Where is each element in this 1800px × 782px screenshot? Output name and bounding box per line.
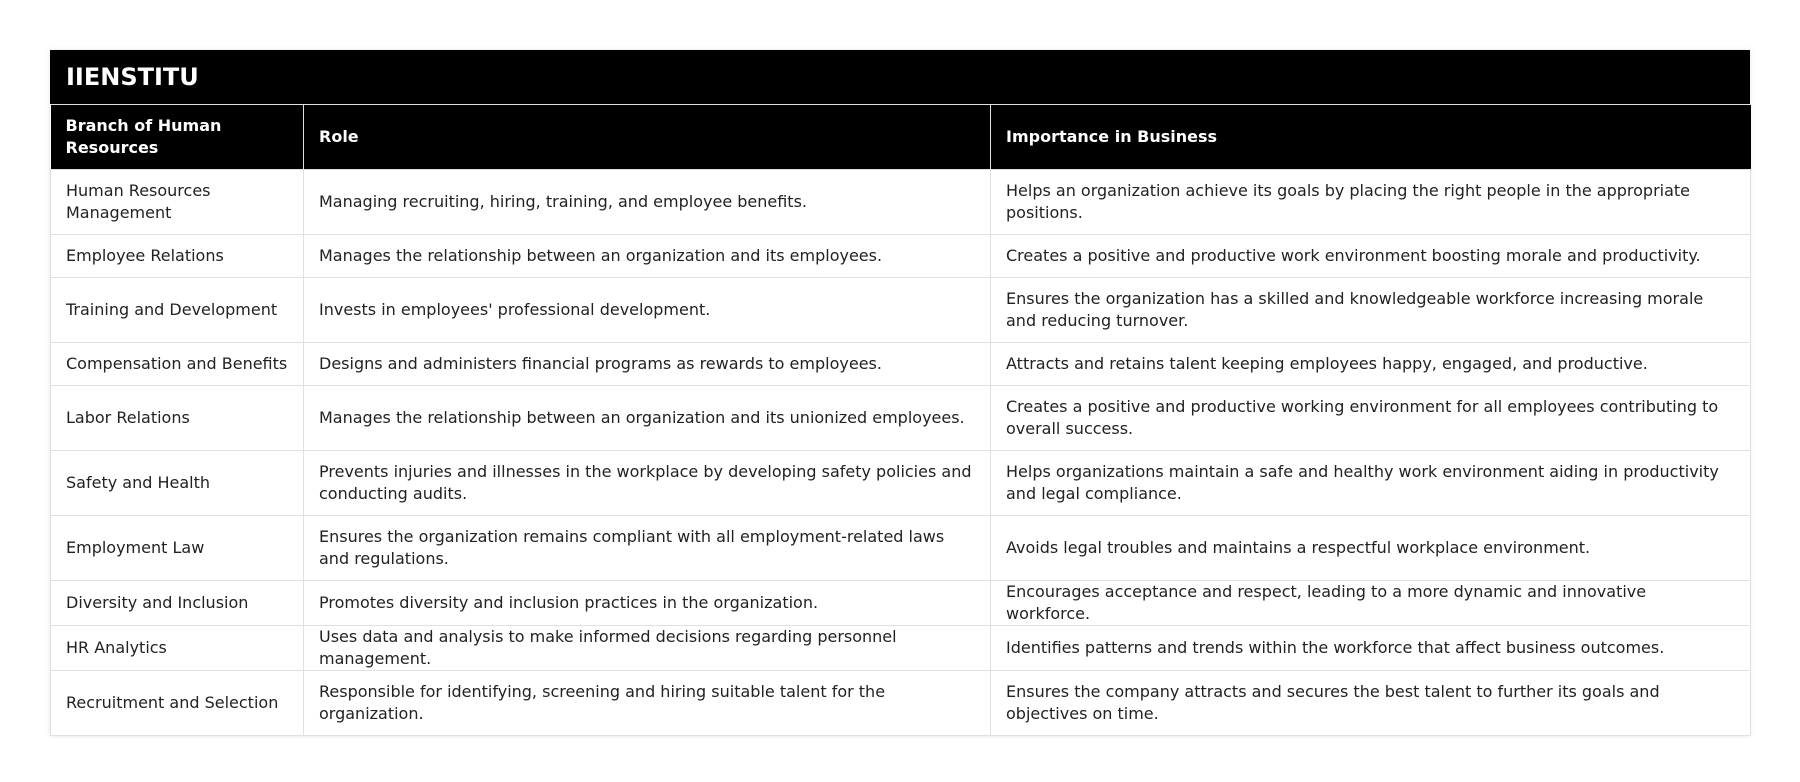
cell-branch: Safety and Health [51, 451, 304, 516]
cell-role: Manages the relationship between an organization and its employees. [304, 235, 991, 278]
cell-role: Ensures the organization remains compliant with all employment-related laws and regulations. [304, 516, 991, 581]
table-header [51, 105, 1751, 170]
cell-importance: Creates a positive and productive working environment for all employees contributing to overall success. [991, 386, 1751, 451]
cell-importance: Attracts and retains talent keeping employees happy, engaged, and productive. [991, 343, 1751, 386]
cell-role: Prevents injuries and illnesses in the workplace by developing safety policies and conducting audits. [304, 451, 991, 516]
cell-role: Invests in employees' professional development. [304, 278, 991, 343]
cell-branch: Labor Relations [51, 386, 304, 451]
hr-branches-table-container [50, 50, 1750, 736]
table-row [51, 235, 1751, 278]
hr-branches-table [50, 104, 1751, 736]
cell-role: Manages the relationship between an organization and its unionized employees. [304, 386, 991, 451]
table-row [51, 343, 1751, 386]
cell-importance: Encourages acceptance and respect, leading to a more dynamic and innovative workforce. [991, 581, 1751, 626]
table-row [51, 451, 1751, 516]
cell-branch: Recruitment and Selection [51, 671, 304, 736]
cell-role: Designs and administers financial programs as rewards to employees. [304, 343, 991, 386]
table-row [51, 516, 1751, 581]
header-role: Role [304, 105, 991, 170]
table-row [51, 581, 1751, 626]
table-row [51, 170, 1751, 235]
cell-branch: Diversity and Inclusion [51, 581, 304, 626]
cell-importance: Identifies patterns and trends within the workforce that affect business outcomes. [991, 626, 1751, 671]
cell-importance: Helps an organization achieve its goals by placing the right people in the appropriate positions. [991, 170, 1751, 235]
cell-branch: Employment Law [51, 516, 304, 581]
table-row [51, 671, 1751, 736]
header-importance: Importance in Business [991, 105, 1751, 170]
cell-branch: HR Analytics [51, 626, 304, 671]
cell-branch: Training and Development [51, 278, 304, 343]
cell-importance: Avoids legal troubles and maintains a respectful workplace environment. [991, 516, 1751, 581]
cell-importance: Ensures the company attracts and secures the best talent to further its goals and objectives on time. [991, 671, 1751, 736]
cell-role: Uses data and analysis to make informed decisions regarding personnel management. [304, 626, 991, 671]
cell-branch: Compensation and Benefits [51, 343, 304, 386]
header-branch: Branch of Human Resources [51, 105, 304, 170]
cell-role: Promotes diversity and inclusion practices in the organization. [304, 581, 991, 626]
table-row [51, 278, 1751, 343]
cell-role: Responsible for identifying, screening and hiring suitable talent for the organization. [304, 671, 991, 736]
table-row [51, 386, 1751, 451]
cell-importance: Helps organizations maintain a safe and healthy work environment aiding in productivity and legal compliance. [991, 451, 1751, 516]
cell-importance: Creates a positive and productive work environment boosting morale and productivity. [991, 235, 1751, 278]
table-title: IIENSTITU [50, 50, 1750, 104]
table-row [51, 626, 1751, 671]
cell-importance: Ensures the organization has a skilled and knowledgeable workforce increasing morale and reducing turnover. [991, 278, 1751, 343]
header-row [51, 105, 1751, 170]
table-body [51, 170, 1751, 736]
cell-branch: Employee Relations [51, 235, 304, 278]
cell-role: Managing recruiting, hiring, training, and employee benefits. [304, 170, 991, 235]
cell-branch: Human Resources Management [51, 170, 304, 235]
